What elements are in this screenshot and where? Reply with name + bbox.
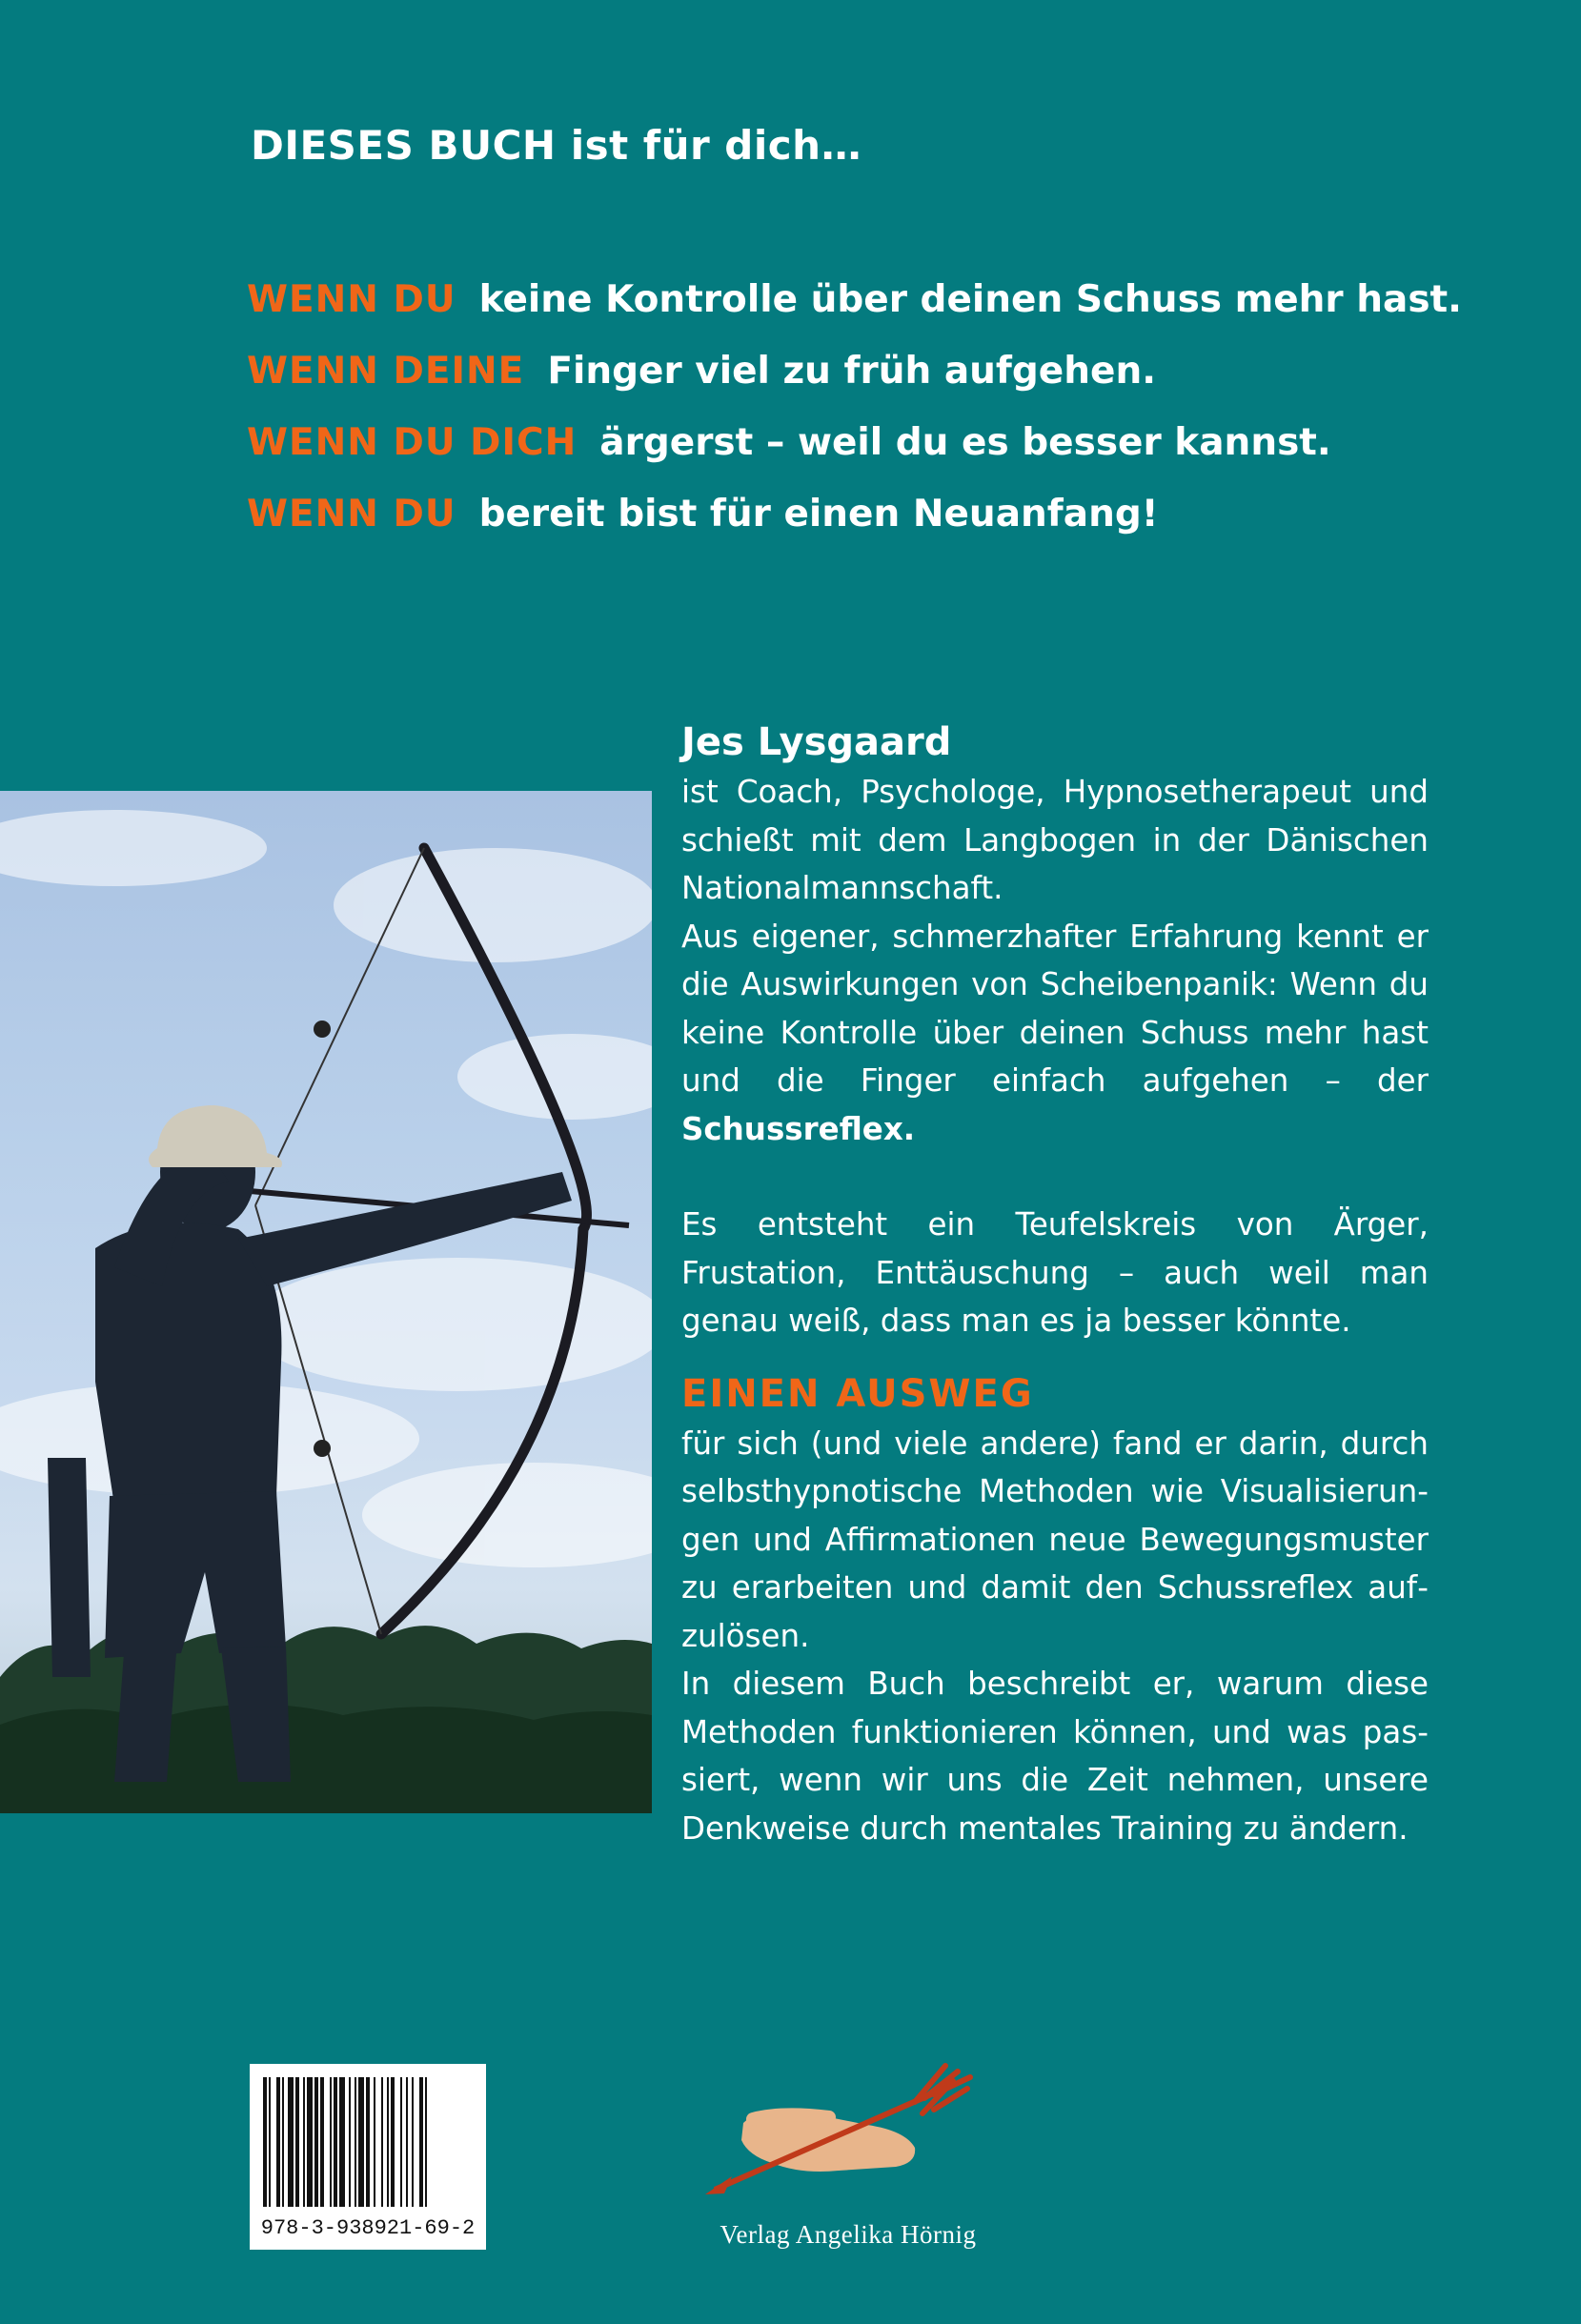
author-description [681,713,1429,1852]
condition-text: keine Kontrolle über deinen Schuss mehr hast. [478,278,1462,321]
condition-lead: WENN DU DICH [247,421,578,464]
condition-lead: WENN DEINE [247,350,525,393]
condition-line [247,343,1462,414]
condition-line [247,272,1462,343]
condition-text: bereit bist für einen Neuanfang! [478,493,1159,536]
section-heading: EINEN AUSWEG [681,1371,1034,1416]
author-name: Jes Lysgaard [681,720,952,764]
cycle-paragraph: Es entsteht ein Teufelskreis von Ärger, Frustation, Enttäuschung – auch weil man genau weiß, dass man es ja besser könnte. [681,1206,1429,1339]
publisher-name: Verlag Angelika Hörnig [720,2220,977,2249]
archer-photo [0,791,652,1813]
condition-line [247,486,1462,557]
barcode-bars [263,2077,473,2207]
section-paragraph-1: für sich (und viele andere) fand er darin, durch selbsthypnotische Methoden wie Visualisierungen und Affirmationen neue Bewegungsmuster zu erarbeiten und damit den Schussreflex aufzulösen. [681,1425,1429,1654]
condition-list [247,272,1462,557]
condition-text: Finger viel zu früh aufgehen. [547,350,1157,393]
back-cover-heading: DIESES BUCH ist für dich… [251,122,862,169]
publisher-logo [696,2056,1001,2209]
author-experience-bold: Schussreflex. [681,1110,916,1147]
isbn-number: 978-3-938921-69-2 [260,2216,476,2240]
author-bio: ist Coach, Psychologe, Hypnosetherapeut und schießt mit dem Langbogen in der Dänischen Nationalmannschaft. [681,774,1429,906]
condition-lead: WENN DU [247,278,456,321]
condition-lead: WENN DU [247,493,456,536]
barcode [250,2064,486,2250]
author-experience-text: Aus eigener, schmerzhafter Erfahrung kennt er die Auswirkungen von Scheibenpanik: Wenn du keine Kontrolle über deinen Schuss mehr hast und die Finger einfach aufgehen – der [681,918,1429,1099]
condition-text: ärgerst – weil du es besser kannst. [599,421,1331,464]
section-paragraph-2: In diesem Buch beschreibt er, warum diese Methoden funktionieren können, und was passiert, wenn wir uns die Zeit nehmen, unsere Denkweise durch mentales Training zu ändern. [681,1666,1429,1847]
author-experience [681,913,1429,1154]
condition-line [247,414,1462,486]
